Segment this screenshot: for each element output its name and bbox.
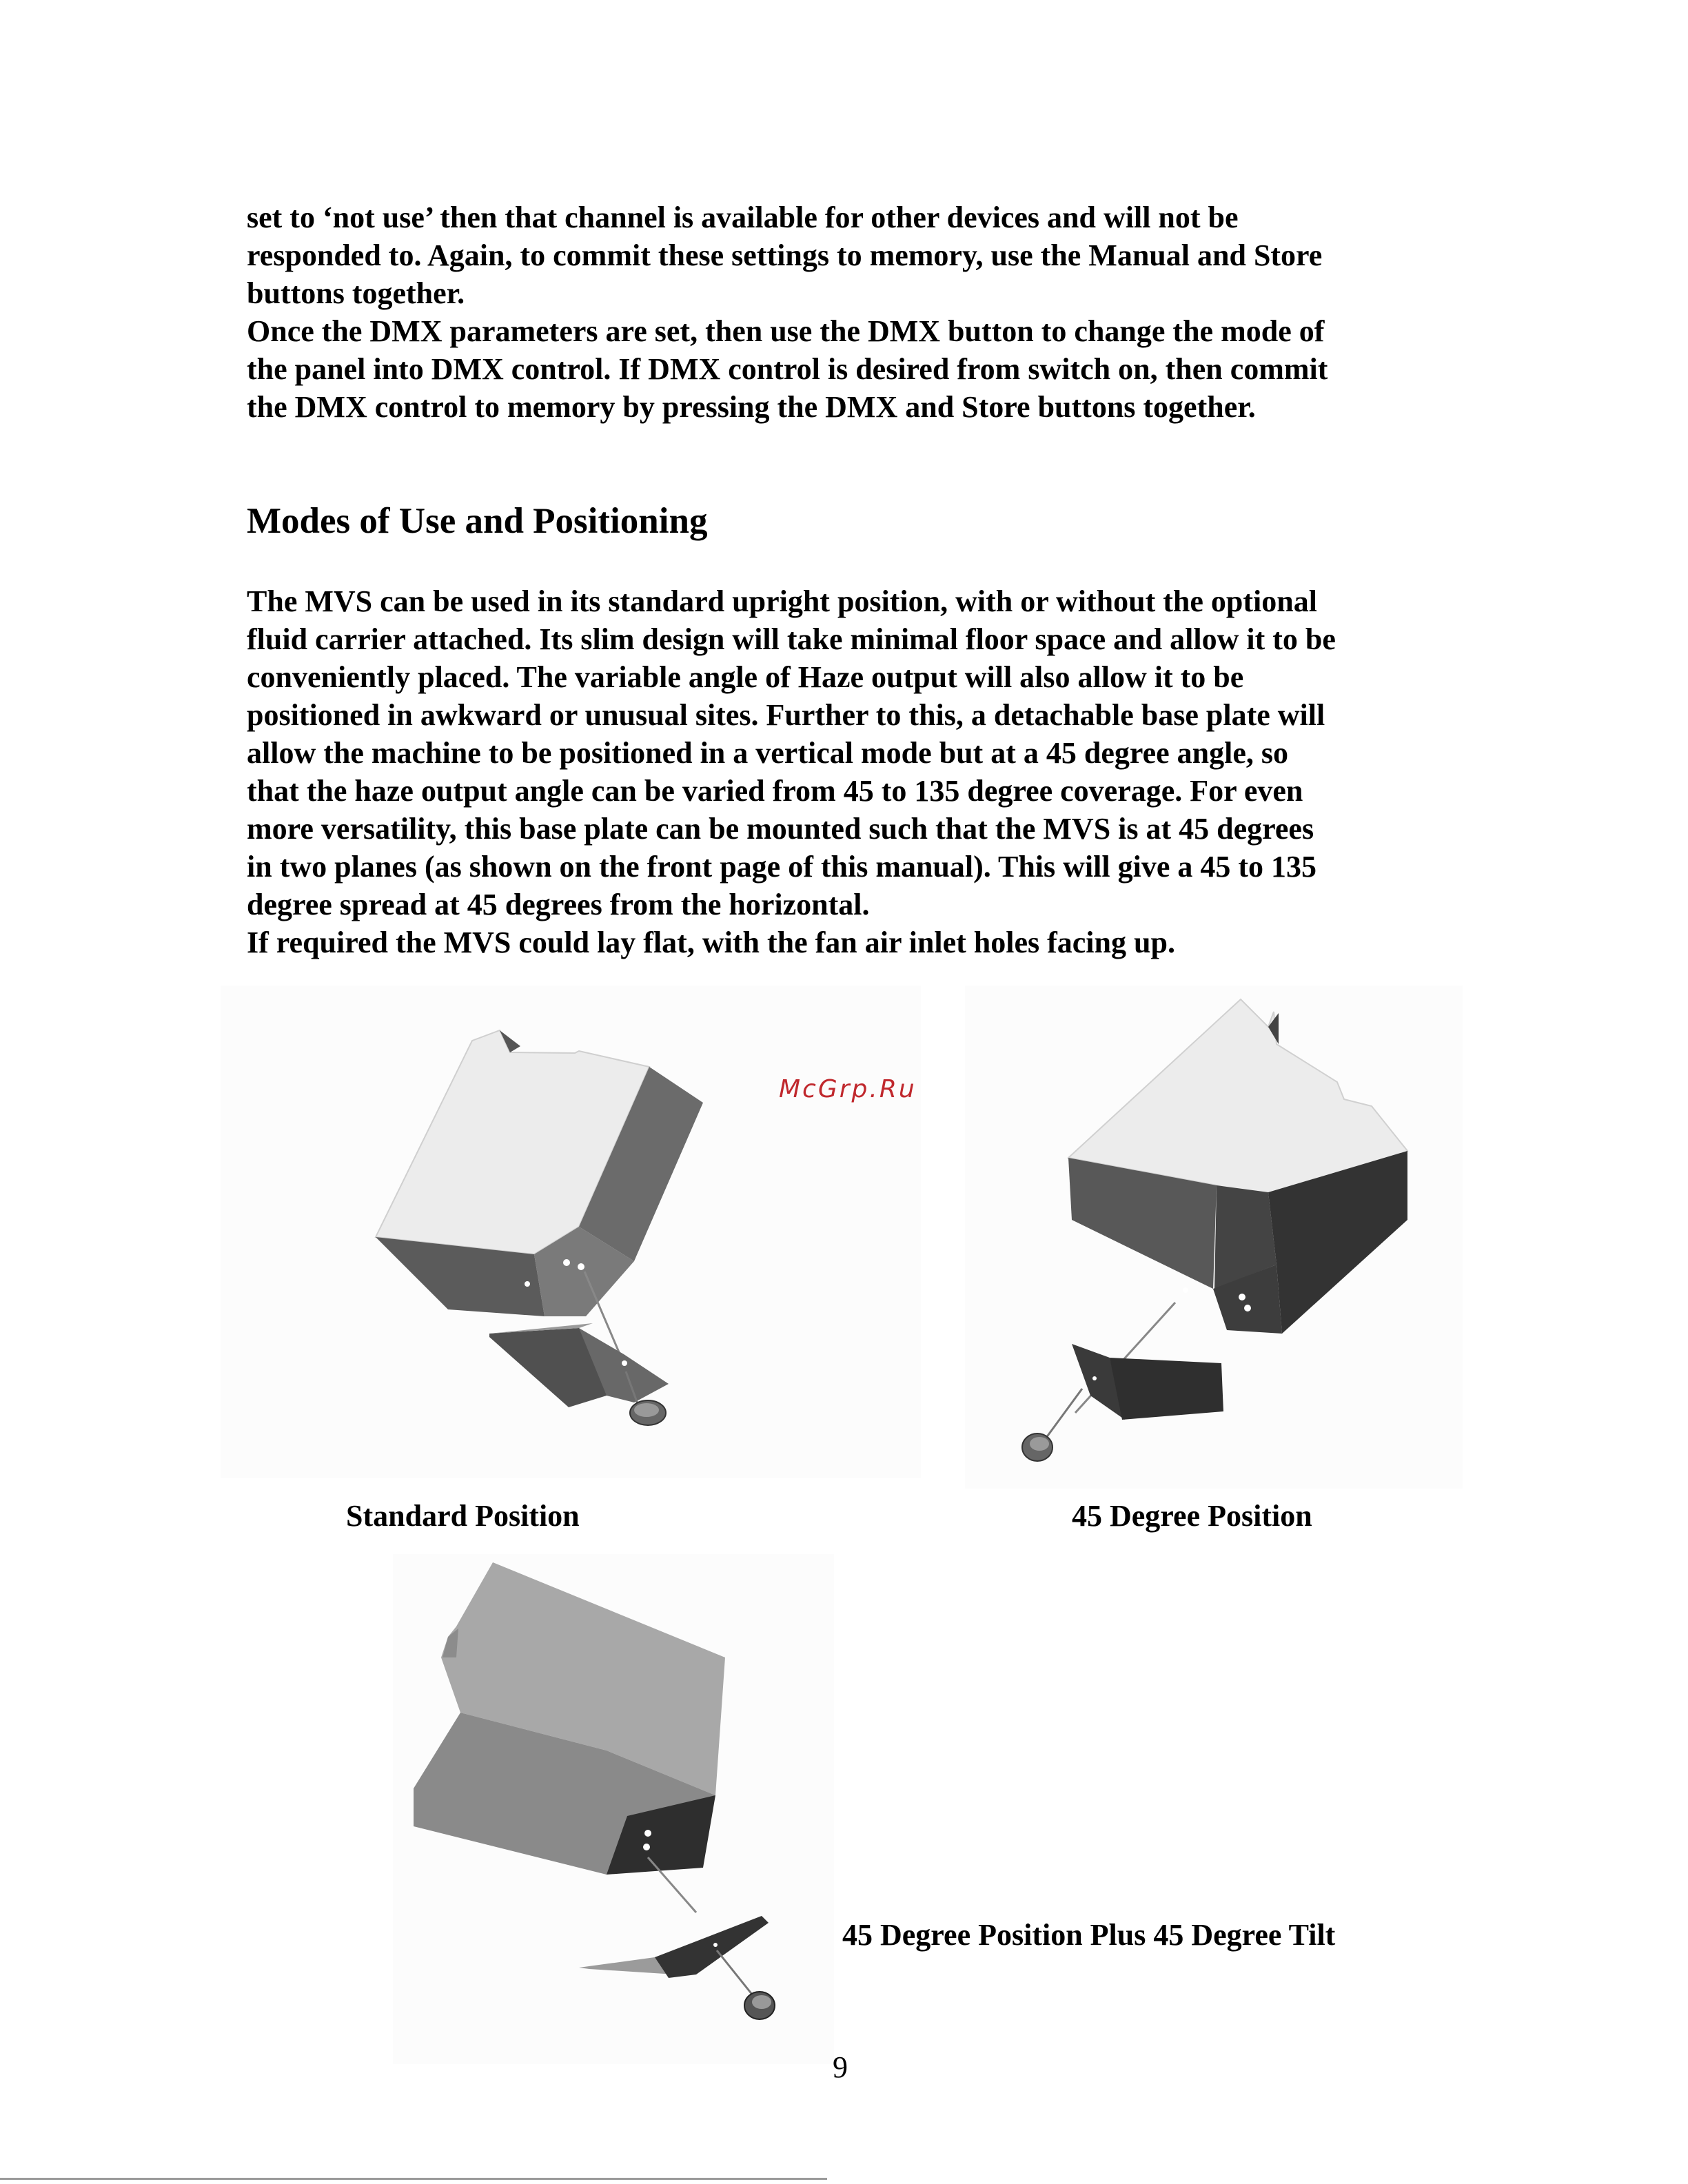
caption-45-degree-position: 45 Degree Position: [1072, 1499, 1312, 1533]
footer-divider: [0, 2178, 827, 2180]
figure-standard-position: [221, 986, 921, 1478]
text-line: positioned in awkward or unusual sites. Further to this, a detachable base plate will: [247, 698, 1325, 732]
section-heading: Modes of Use and Positioning: [247, 501, 708, 541]
text-line: conveniently placed. The variable angle of Haze output will also allow it to be: [247, 660, 1244, 694]
watermark: McGrp.Ru: [779, 1075, 917, 1103]
page-number: 9: [833, 2050, 848, 2084]
text-line: allow the machine to be positioned in a vertical mode but at a 45 degree angle, so: [247, 736, 1288, 770]
text-line: in two planes (as shown on the front page of this manual). This will give a 45 to 135: [247, 850, 1317, 884]
45-degree-tilt-illustration: [393, 1554, 834, 2064]
text-line: set to ‘not use’ then that channel is available for other devices and will not be: [247, 201, 1239, 234]
standard-position-illustration: [221, 986, 921, 1478]
text-line: responded to. Again, to commit these settings to memory, use the Manual and Store: [247, 238, 1323, 272]
text-line: If required the MVS could lay flat, with the fan air inlet holes facing up.: [247, 926, 1175, 959]
figure-45-degree-tilt: [393, 1554, 834, 2064]
text-line: The MVS can be used in its standard upright position, with or without the optional: [247, 584, 1317, 618]
paragraph-dmx-settings: [247, 198, 1460, 426]
figure-45-degree-position: [965, 986, 1463, 1489]
paragraph-modes-of-use: [247, 582, 1460, 961]
caption-45-degree-tilt: 45 Degree Position Plus 45 Degree Tilt: [842, 1918, 1336, 1952]
text-line: the panel into DMX control. If DMX control is desired from switch on, then commit: [247, 352, 1328, 386]
caption-standard-position: Standard Position: [346, 1499, 580, 1533]
text-line: degree spread at 45 degrees from the horizontal.: [247, 888, 870, 921]
text-line: that the haze output angle can be varied from 45 to 135 degree coverage. For even: [247, 774, 1303, 808]
45-degree-position-illustration: [965, 986, 1463, 1489]
text-line: fluid carrier attached. Its slim design will take minimal floor space and allow it to be: [247, 622, 1336, 656]
text-line: more versatility, this base plate can be mounted such that the MVS is at 45 degrees: [247, 812, 1314, 846]
text-line: the DMX control to memory by pressing the DMX and Store buttons together.: [247, 390, 1256, 424]
text-line: buttons together.: [247, 276, 465, 310]
text-line: Once the DMX parameters are set, then use the DMX button to change the mode of: [247, 314, 1325, 348]
